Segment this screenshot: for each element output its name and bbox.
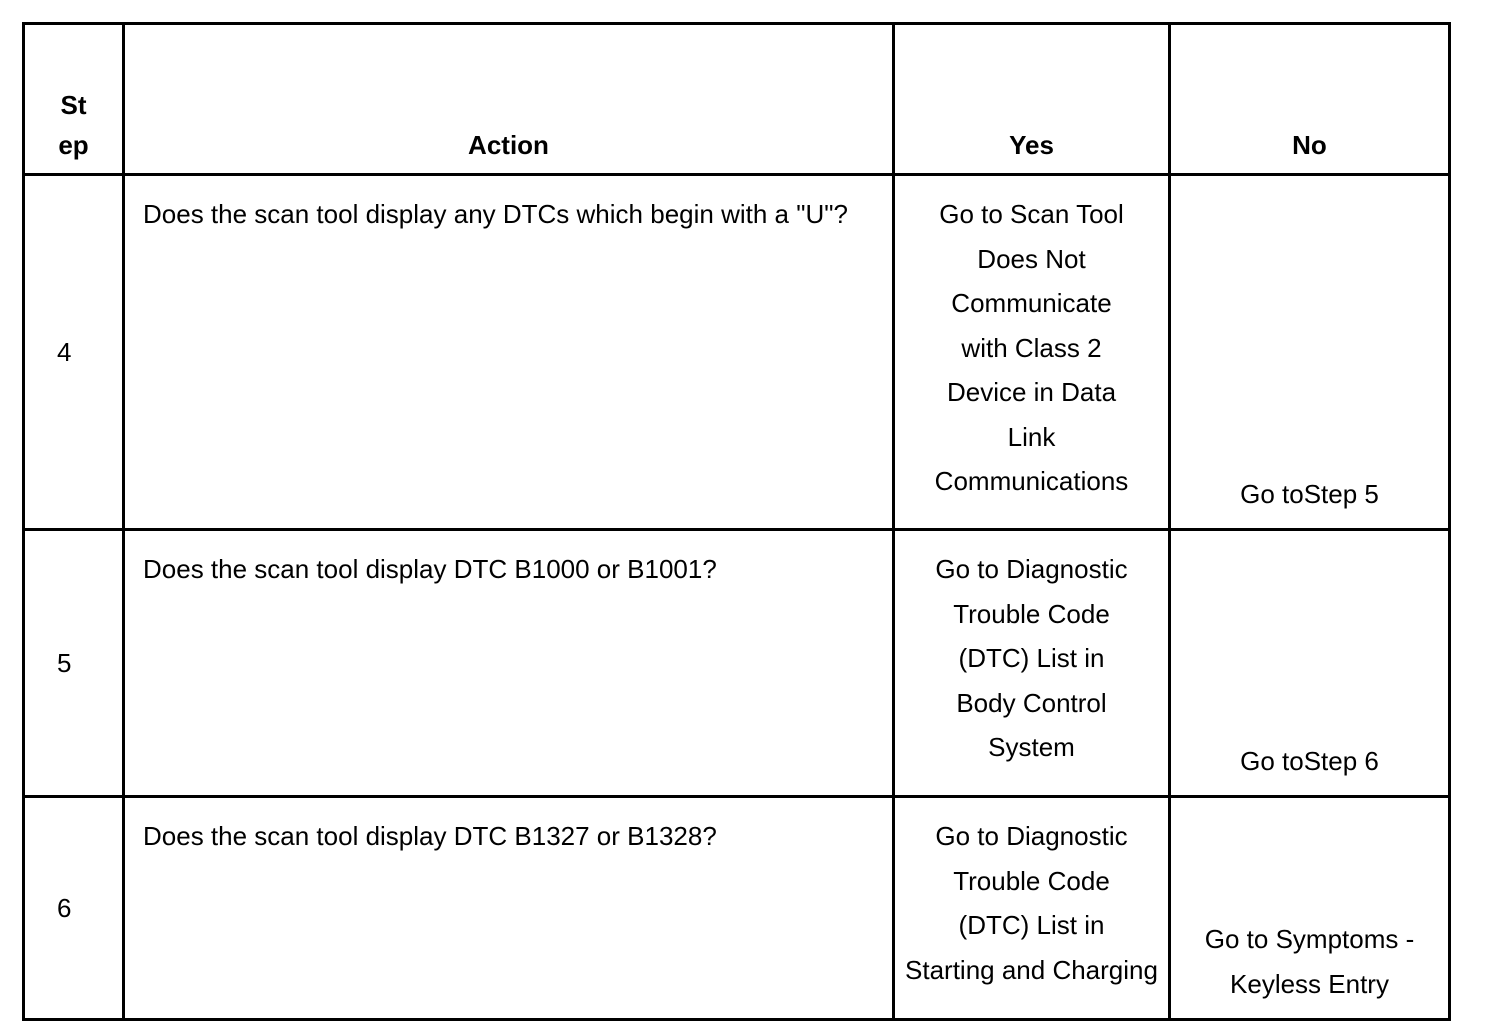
step-number-cell: 6 <box>24 797 124 1020</box>
table-row <box>24 797 1450 1020</box>
yes-cell: Go to Scan Tool Does Not Communicate with Class 2 Device in Data Link Communications <box>894 175 1170 530</box>
action-cell: Does the scan tool display DTC B1000 or B1001? <box>124 530 894 797</box>
no-cell: Go toStep 6 <box>1170 530 1450 797</box>
yes-cell: Go to Diagnostic Trouble Code (DTC) List in Body Control System <box>894 530 1170 797</box>
table-row <box>24 175 1450 530</box>
no-cell: Go to Symptoms - Keyless Entry <box>1170 797 1450 1020</box>
header-no: No <box>1170 24 1450 175</box>
header-action: Action <box>124 24 894 175</box>
diagnostic-table-container <box>22 22 1451 1021</box>
header-yes: Yes <box>894 24 1170 175</box>
no-cell: Go toStep 5 <box>1170 175 1450 530</box>
table-row <box>24 530 1450 797</box>
action-cell: Does the scan tool display DTC B1327 or B1328? <box>124 797 894 1020</box>
header-step-line1: St <box>60 90 87 120</box>
action-cell: Does the scan tool display any DTCs which begin with a "U"? <box>124 175 894 530</box>
step-number-cell: 4 <box>24 175 124 530</box>
header-step <box>24 24 124 175</box>
header-step-line2: ep <box>58 130 89 160</box>
table-header-row <box>24 24 1450 175</box>
diagnostic-step-table <box>22 22 1451 1021</box>
step-number-cell: 5 <box>24 530 124 797</box>
yes-cell: Go to Diagnostic Trouble Code (DTC) List in Starting and Charging <box>894 797 1170 1020</box>
